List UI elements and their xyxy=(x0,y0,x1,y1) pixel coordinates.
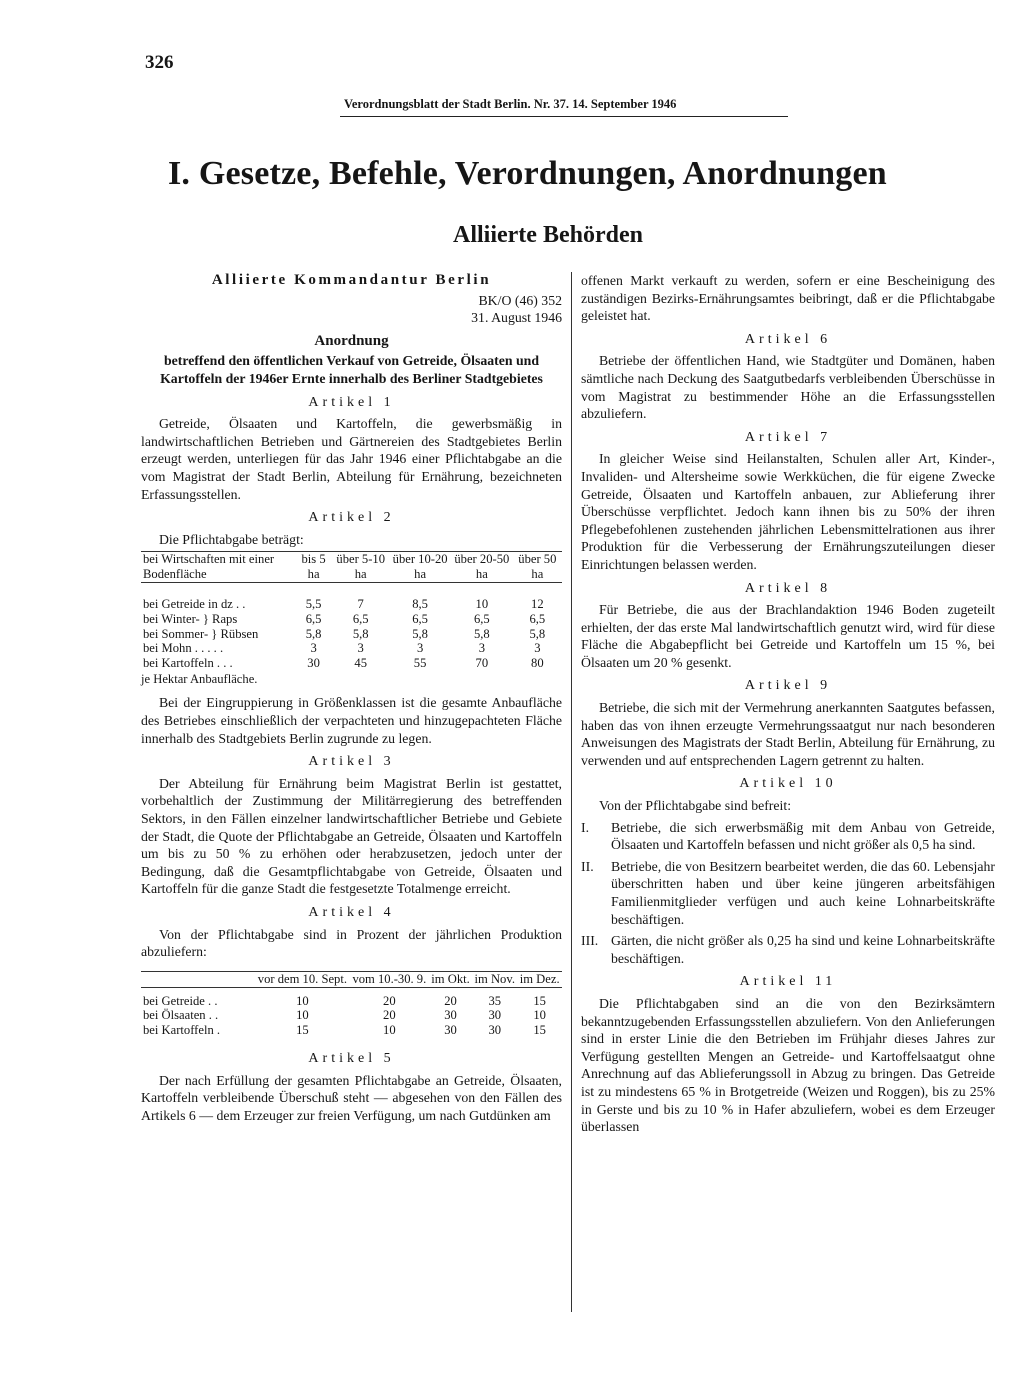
table-cell: 6,5 xyxy=(305,611,322,626)
list-item xyxy=(581,819,995,854)
quota-table-col-header: bis 5 ha xyxy=(295,552,332,583)
table-cell: 3 xyxy=(478,641,485,656)
table-cell: 6,5 xyxy=(352,611,369,626)
article-4-title: Artikel 4 xyxy=(308,905,395,921)
table-cell: 15 xyxy=(533,1023,546,1038)
table-row xyxy=(141,597,562,612)
table-cell: 7 xyxy=(357,596,364,611)
row-label: bei Getreide . . xyxy=(143,993,218,1008)
article-11-title: Artikel 11 xyxy=(739,974,837,990)
list-item-text: Gärten, die nicht größer als 0,25 ha sind und keine Lohnarbeitskräfte beschäftigen. xyxy=(611,933,995,966)
list-item-number: III. xyxy=(581,933,599,949)
table-row xyxy=(141,1023,562,1038)
schedule-col-header: im Dez. xyxy=(517,971,562,987)
row-label: bei Mohn . . . . . xyxy=(143,641,224,656)
article-6-title: Artikel 6 xyxy=(744,331,832,347)
list-item xyxy=(581,932,995,967)
table-cell: 10 xyxy=(475,596,489,611)
table-cell: 3 xyxy=(416,641,424,656)
table-row xyxy=(141,994,562,1009)
table-row xyxy=(141,641,562,656)
table-cell: 3 xyxy=(534,641,541,656)
table-row xyxy=(141,627,562,642)
article-3-title: Artikel 3 xyxy=(308,754,395,770)
order-reference: BK/O (46) 352 xyxy=(478,292,562,308)
article-3-text: Der Abteilung für Ernährung beim Magistrat Berlin ist gestattet, vorbehaltlich der Zustimmung der Militärregierung des betreffenden Sektors, in den Fällen einzelner landwirtschaftlicher Betriebe und Gebiete der Stadt, die Quote der Pflichtabgabe an Getreide, Ölsaaten und Kartoffeln um bis zu 50 % zu erhöhen oder herabzusetzen, jedoch unter der Bedingung, daß die Gesamtpflichtabgabe von Getreide, Ölsaaten und Kartoffeln für die ganze Stadt die festgesetzte Totalmenge erreicht. xyxy=(141,775,562,897)
table-cell: 5,8 xyxy=(352,626,369,641)
article-2-intro: Die Pflichtabgabe beträgt: xyxy=(158,531,304,547)
schedule-col-header: im Nov. xyxy=(472,971,517,987)
article-9-text: Betriebe, die sich mit der Vermehrung anerkannten Saatgutes befassen, haben das von ihnen erzeugte Vermehrungssaatgut nur nach besonderen Anweisungen des Magistrats der Stadt Berlin, Abteilung für Ernährung, zu verwenden und auf entsprechenden Lagern getrennt zu halten. xyxy=(581,700,995,768)
table-cell: 35 xyxy=(488,993,502,1008)
table-cell: 45 xyxy=(354,656,367,671)
table-cell: 15 xyxy=(533,993,546,1008)
table-cell: 6,5 xyxy=(529,611,546,626)
article-4-text: Von der Pflichtabgabe sind in Prozent der jährlichen Produktion abzuliefern: xyxy=(141,926,562,960)
row-label: bei Getreide in dz . . xyxy=(143,596,246,611)
quota-table-col-header: über 20-50 ha xyxy=(451,552,513,583)
table-row xyxy=(141,1008,562,1023)
table-cell: 30 xyxy=(444,1023,457,1038)
quota-table-header-label: bei Wirtschaften mit einer Bodenfläche xyxy=(141,552,295,583)
article-5-text: Der nach Erfüllung der gesamten Pflichtabgabe an Getreide, Ölsaaten, Kartoffeln verbleibende Überschuß steht — abgesehen von den Fällen des Artikels 6 — dem Erzeuger zur freien Verfügung, um nach Gutdünken am xyxy=(141,1072,562,1123)
table-cell: 6,5 xyxy=(473,611,490,626)
order-title: Anordnung xyxy=(314,332,389,349)
row-label: bei Kartoffeln . . . xyxy=(143,656,233,671)
schedule-col-header: im Okt. xyxy=(429,971,472,987)
article-10-intro: Von der Pflichtabgabe sind befreit: xyxy=(598,798,792,814)
table-cell: 80 xyxy=(531,656,544,671)
table-cell: 6,5 xyxy=(412,611,428,626)
order-date: 31. August 1946 xyxy=(471,310,562,326)
list-item-number: II. xyxy=(581,858,594,874)
table-cell: 70 xyxy=(475,656,489,671)
quota-table-col-header: über 50 ha xyxy=(513,552,562,583)
table-cell: 5,8 xyxy=(529,626,546,641)
table-cell: 20 xyxy=(383,993,396,1008)
row-label: bei Sommer- } Rübsen xyxy=(143,626,259,641)
order-subject: betreffend den öffentlichen Verkauf von Getreide, Ölsaaten und Kartoffeln der 1946er Ernte innerhalb des Berliner Stadtgebietes xyxy=(160,353,543,386)
article-1-title: Artikel 1 xyxy=(308,394,395,410)
running-head-rule xyxy=(340,116,788,117)
schedule-col-header: vor dem 10. Sept. xyxy=(255,971,350,987)
table-cell: 30 xyxy=(488,1008,502,1023)
list-item xyxy=(581,858,995,928)
table-cell: 8,5 xyxy=(412,596,428,611)
article-6-text: Betriebe der öffentlichen Hand, wie Stadtgüter und Domänen, haben sämtliche nach Deckung des Saatgutbedarfs verbleibenden Überschüsse in vom Magistrat zu bestimmender Höhe an die Erfassungsstellen abzuliefern. xyxy=(581,353,995,422)
table-cell: 12 xyxy=(531,596,544,611)
article-11-text: Die Pflichtabgaben sind an die von den Bezirksämtern bekanntzugebenden Erfassungsstellen abzuliefern. Von den Anlieferungen sind in erster Linie die den Betrieben im Frühjahr dieses Jahres zur Verfügung gestellten Mengen an Getreide- und Kartoffelsaatgut ohne Anrechnung auf das Ablieferungssoll in Abzug zu bringen. Das Getreide ist zu mindestens 65 % in Brotgetreide (Weizen und Roggen), bis zu 25% in Gerste und bis zu 10 % in Hafer abzuliefern, wobei es dem Erzeuger überlassen xyxy=(581,995,995,1135)
delivery-schedule-table xyxy=(141,971,562,1038)
article-5-title: Artikel 5 xyxy=(308,1050,395,1066)
quota-table-col-header: über 10-20 ha xyxy=(389,552,451,583)
section-heading: Alliierte Behörden xyxy=(453,222,643,248)
table-cell: 10 xyxy=(533,1008,546,1023)
table-cell: 15 xyxy=(296,1023,309,1038)
left-column xyxy=(141,272,562,1124)
running-head: Verordnungsblatt der Stadt Berlin. Nr. 37. 14. September 1946 xyxy=(344,97,677,111)
column-divider xyxy=(571,272,572,1312)
row-label: bei Kartoffeln . xyxy=(143,1023,221,1038)
table-cell: 10 xyxy=(383,1023,396,1038)
quota-table-note: je Hektar Anbaufläche. xyxy=(141,671,258,686)
list-item-text: Betriebe, die von Besitzern bearbeitet werden, die das 60. Lebensjahr überschritten haben und über keine jüngeren arbeitsfähigen Familienmitglieder verfügen und auch keine Lohnarbeitskräfte beschäftigen. xyxy=(611,858,995,927)
issuing-authority: Alliierte Kommandantur Berlin xyxy=(211,272,492,288)
quota-table-col-header: über 5-10 ha xyxy=(332,552,389,583)
table-cell: 5,8 xyxy=(412,626,428,641)
table-cell: 30 xyxy=(444,1008,457,1023)
page-number: 326 xyxy=(145,52,174,73)
article-2-title: Artikel 2 xyxy=(308,510,395,526)
article-5-continued-text: offenen Markt verkauft zu werden, sofern er eine Bescheinigung des zuständigen Bezirks-Ernährungsamtes beibringt, daß er die Pflichtabgabe geleistet hat. xyxy=(581,273,995,324)
article-8-text: Für Betriebe, die aus der Brachlandaktion 1946 Boden zugeteilt erhielten, der das erste Mal landwirtschaftlich genutzt wird, wird für diese Fläche die Abgabepflicht bei Getreide und Kartoffeln um 15 %, bei Ölsaaten um 20 % gesenkt. xyxy=(581,602,995,670)
row-label: bei Ölsaaten . . xyxy=(143,1008,219,1023)
article-1-text: Getreide, Ölsaaten und Kartoffeln, die gewerbsmäßig in landwirtschaftlichen Betrieben und Gärtnereien des Stadtgebietes Berlin erzeugt werden, unterliegen für das Jahr 1946 einer Pflichtabgabe an die vom Magistrat der Stadt Berlin, Abteilung für Ernährung, bezeichneten Erfassungsstellen. xyxy=(141,416,562,502)
schedule-col-header: vom 10.-30. 9. xyxy=(350,971,429,987)
table-cell: 30 xyxy=(488,1023,502,1038)
table-cell: 3 xyxy=(357,641,364,656)
article-7-text: In gleicher Weise sind Heilanstalten, Schulen aller Art, Kinder-, Invaliden- und Altersheime sowie Werkküchen, die für eigene Zwecke Getreide, Ölsaaten und Kartoffeln anbauen, zur Ablieferung ihrer Überschüsse verpflichtet. Jedoch kann ihnen bis zu 50% der ihren Pflegebefohlenen zustehenden jährlichen Lebensmittelrationen aus ihrer Produktion für die Verbesserung der Ernährungszuteilungen dieser Einrichtungen belassen werden. xyxy=(581,451,995,572)
list-item-text: Betriebe, die sich erwerbsmäßig mit dem Anbau von Getreide, Ölsaaten und Kartoffeln befassen und nicht größer als 0,5 ha sind. xyxy=(611,819,995,853)
table-cell: 5,8 xyxy=(305,626,322,641)
table-cell: 3 xyxy=(310,641,317,656)
table-cell: 10 xyxy=(296,1008,309,1023)
list-item-number: I. xyxy=(581,819,590,835)
table-cell: 20 xyxy=(444,993,457,1008)
table-row xyxy=(141,656,562,671)
table-cell: 5,5 xyxy=(305,596,322,611)
quota-table xyxy=(141,551,562,671)
table-cell: 20 xyxy=(383,1008,396,1023)
table-cell: 5,8 xyxy=(473,626,490,641)
main-heading: I. Gesetze, Befehle, Verordnungen, Anordnungen xyxy=(168,155,887,192)
article-10-title: Artikel 10 xyxy=(739,776,837,792)
table-cell: 55 xyxy=(413,656,427,671)
article-8-title: Artikel 8 xyxy=(744,580,832,596)
table-cell: 10 xyxy=(296,993,309,1008)
row-label: bei Winter- } Raps xyxy=(143,611,238,626)
article-7-title: Artikel 7 xyxy=(744,429,832,445)
table-cell: 30 xyxy=(307,656,320,671)
article-2-text: Bei der Eingruppierung in Größenklassen ist die gesamte Anbaufläche des Betriebes einschließlich der verpachteten und hinzugepachteten Fläche innerhalb des Stadtgebiets Berlin zugrunde zu legen. xyxy=(141,695,562,746)
article-9-title: Artikel 9 xyxy=(744,678,832,694)
table-row xyxy=(141,612,562,627)
right-column xyxy=(581,272,995,1136)
